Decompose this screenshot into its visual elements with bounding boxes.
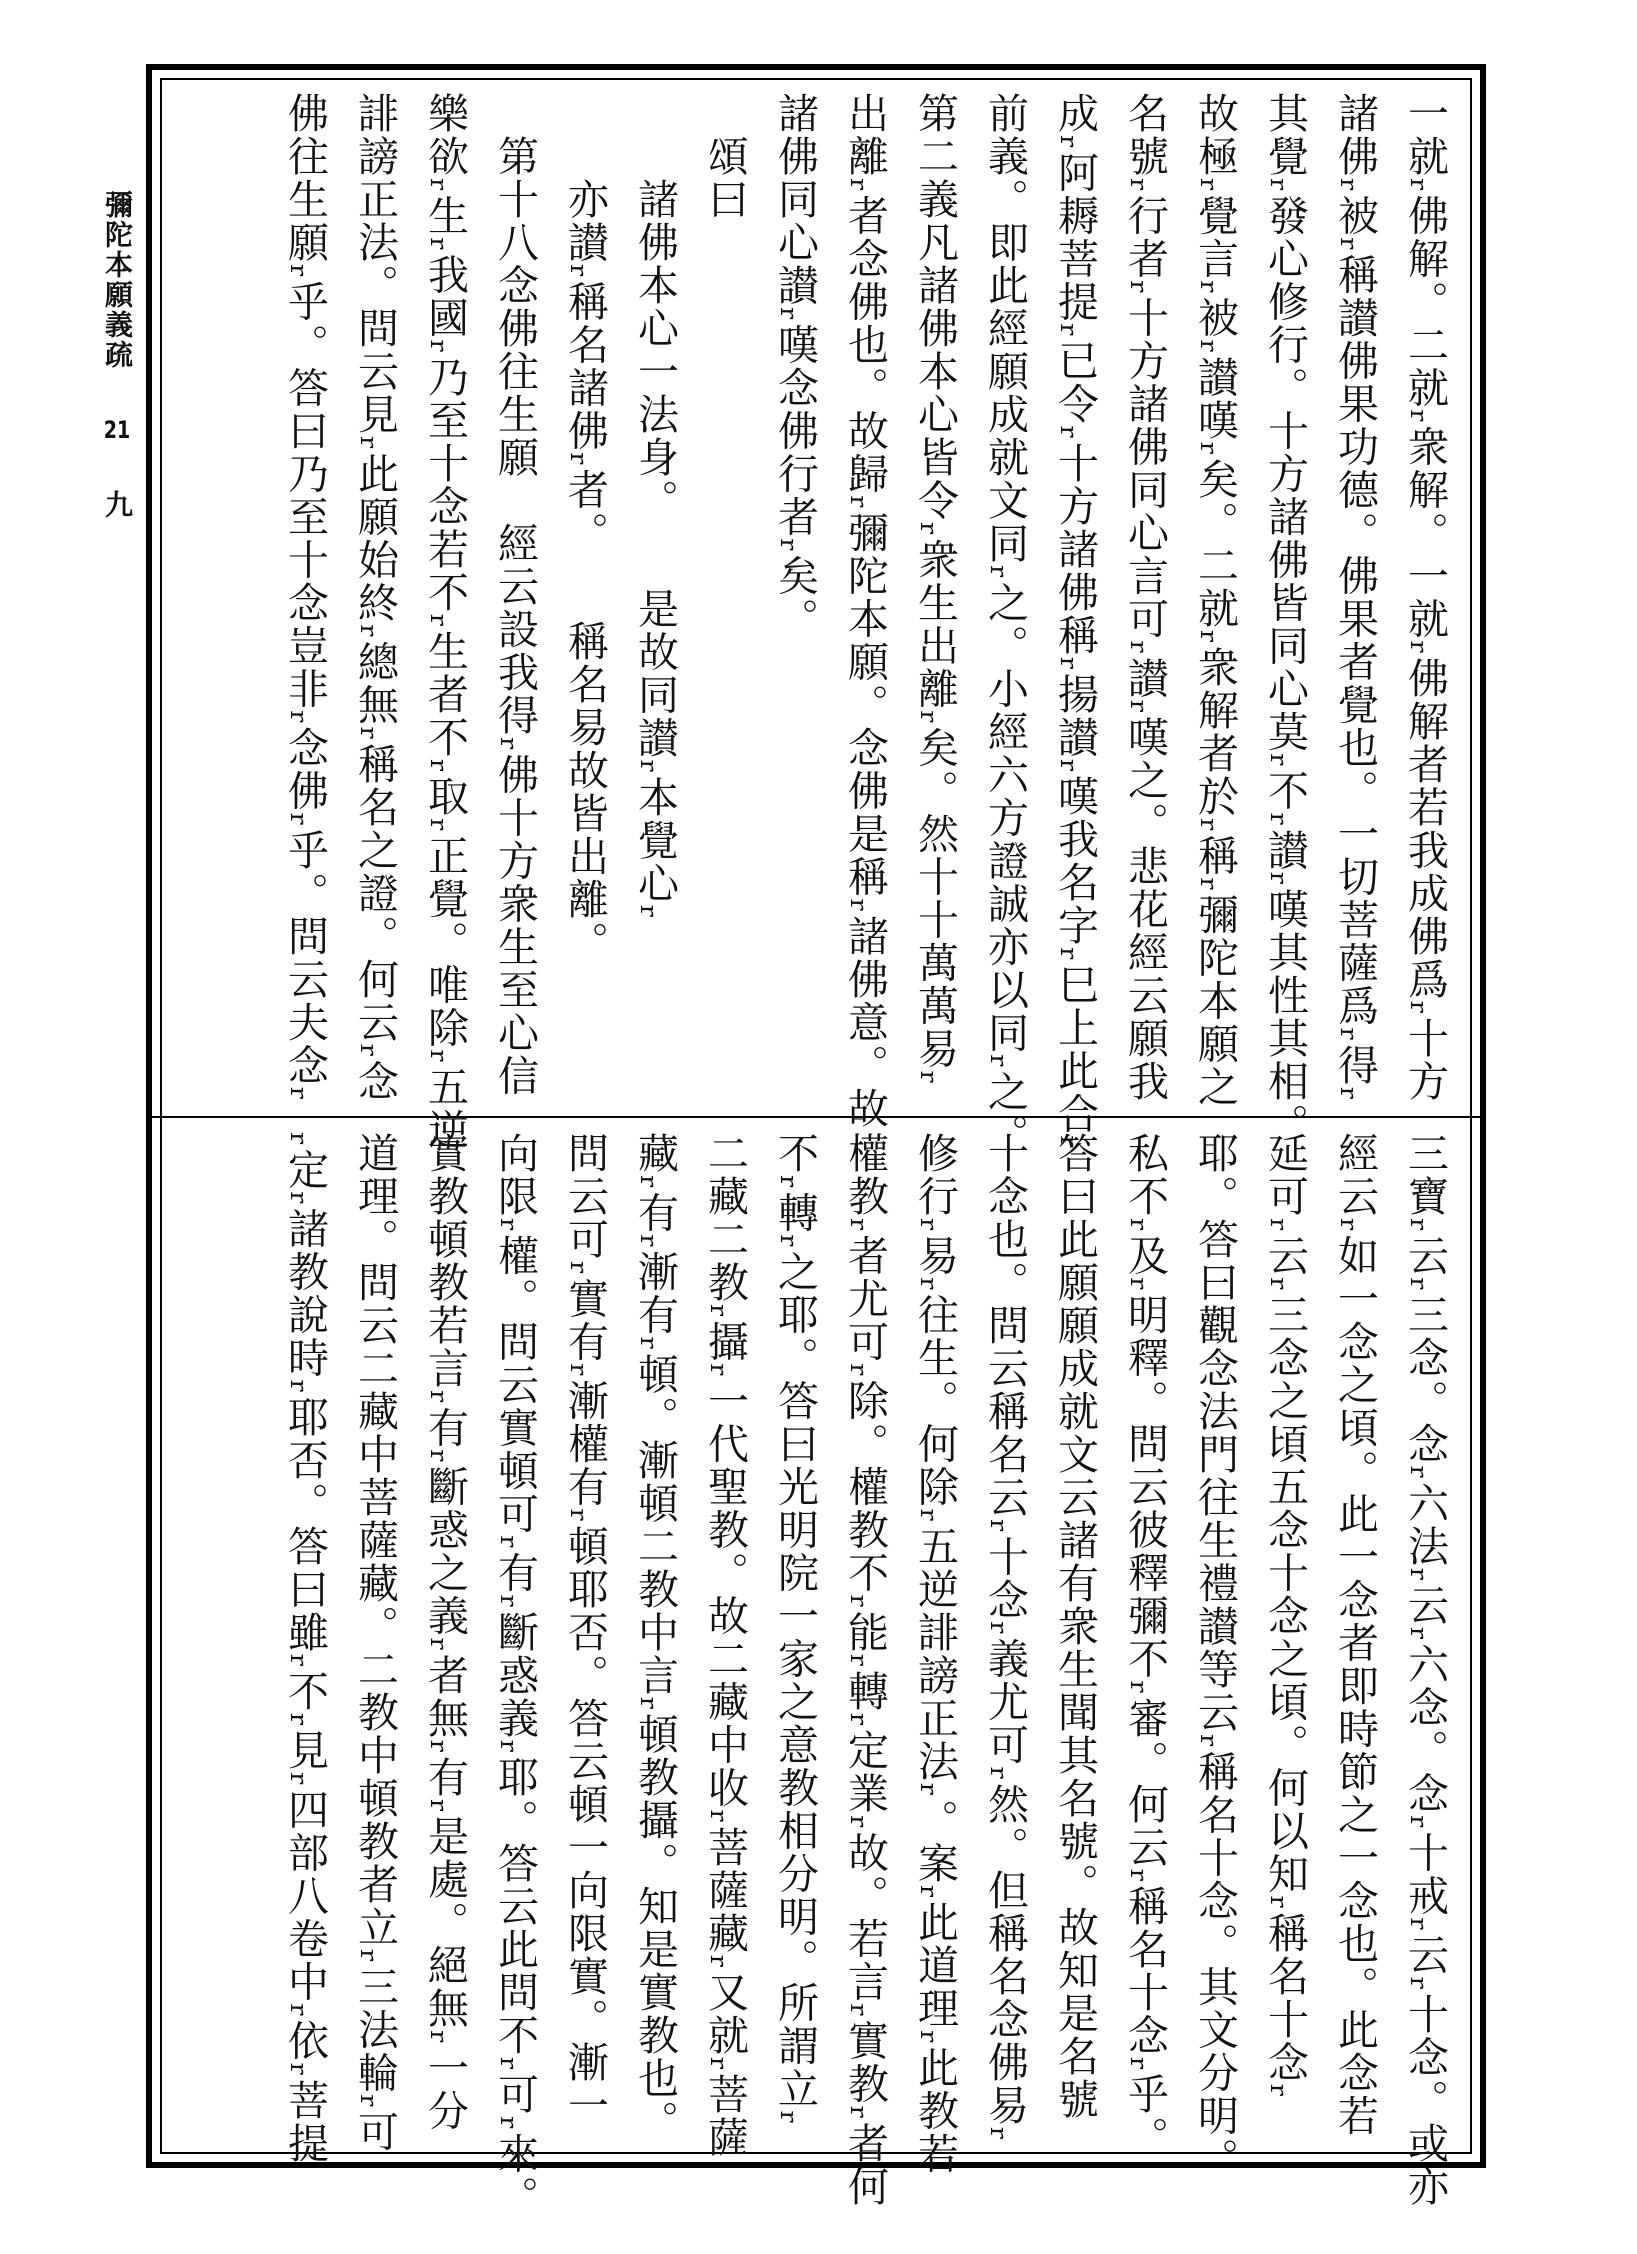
text-column: 十念也。問云稱名云ᵣ十念ᵣ義尤可ᵣ然。但稱名念佛易ᵣ xyxy=(981,1132,1029,2143)
verse-line: 諸佛本心一法身。 是故同讃ᵣ本覺心ᵣ xyxy=(631,92,679,921)
text-column: ᵣ定ᵣ諸教說時ᵣ耶否。答曰雖ᵣ不ᵣ見ᵣ四部八卷中ᵣ依ᵣ菩提 xyxy=(281,1132,329,2165)
text-column: 二藏二教ᵣ攝ᵣ一代聖教。故二藏中收ᵣ菩薩藏ᵣ又就ᵣ菩薩 xyxy=(701,1132,749,2160)
upper-register xyxy=(172,92,1460,1157)
section-heading: 第十八念佛往生願 經云設我得ᵣ佛十方衆生至心信 xyxy=(491,92,539,1098)
text-column: 一就ᵣ佛解。二就ᵣ衆解。一就ᵣ佛解者若我成佛爲ᵣ十方 xyxy=(1401,92,1449,1103)
text-column: 其覺ᵣ發心修行。十方諸佛皆同心莫ᵣ不ᵣ讃ᵣ嘆其性其相。 xyxy=(1261,92,1309,1146)
text-column: 經云ᵣ如一念之頃。此一念者即時節之一念也。此念若 xyxy=(1331,1132,1379,2138)
text-frame xyxy=(146,64,1486,2219)
text-column: 道理。問云二藏中菩薩藏。二教中頓教者立ᵣ三法輪ᵣ可 xyxy=(351,1132,399,2154)
text-column: 諸佛同心讃ᵣ嘆念佛行者ᵣ矣。 xyxy=(771,92,819,641)
text-column: 藏ᵣ有ᵣ漸有ᵣ頓。漸頓二教中言ᵣ頓教攝。知是實教也。 xyxy=(631,1132,679,2143)
book-title: 彌陀本願義疏 xyxy=(101,190,134,370)
text-column: 出離ᵣ者念佛也。故歸ᵣ彌陀本願。念佛是稱ᵣ諸佛意。故 xyxy=(841,92,889,1130)
text-column: 三寶ᵣ云ᵣ三念。念ᵣ六法ᵣ云ᵣ六念。念ᵣ十戒ᵣ云ᵣ十念。或亦 xyxy=(1401,1132,1449,2208)
text-column: 延可ᵣ云ᵣ三念之頃五念十念之頃。何以知ᵣ稱名十念ᵣ xyxy=(1261,1132,1309,2100)
text-column: 第二義凡諸佛本心皆令ᵣ衆生出離ᵣ矣。然十十萬萬易ᵣ xyxy=(911,92,959,1087)
text-column: 誹謗正法。問云見ᵣ此願始終ᵣ總無ᵣ稱名之證。何云ᵣ念 xyxy=(351,92,399,1103)
text-column: 樂欲ᵣ生ᵣ我國ᵣ乃至十念若不ᵣ生者不ᵣ取ᵣ正覺。唯除ᵣ五逆 xyxy=(421,92,469,1152)
text-column: 向限ᵣ權。問云實頓可ᵣ有ᵣ斷惑義ᵣ耶。答云此問不ᵣ可ᵣ來。 xyxy=(491,1132,539,2219)
text-column: 成ᵣ阿耨菩提ᵣ已令ᵣ十方諸佛稱ᵣ揚讃ᵣ嘆我名字ᵣ巳上此合ᵣ xyxy=(1051,92,1099,1152)
page-number: 九 xyxy=(101,490,134,520)
text-column: 佛往生願ᵣ乎。答曰乃至十念豈非ᵣ念佛ᵣ乎。問云夫念ᵣ xyxy=(281,92,329,1103)
verse-line: 亦讃ᵣ稱名諸佛ᵣ者。 稱名易故皆出離。 xyxy=(561,92,609,964)
text-column: 耶。答曰觀念法門往生禮讃等云ᵣ稱名十念。其文分明。 xyxy=(1191,1132,1239,2181)
text-column: 權教ᵣ者尤可ᵣ除。權教不ᵣ能ᵣ轉ᵣ定業ᵣ故。若言ᵣ實教ᵣ者何 xyxy=(841,1132,889,2208)
text-column: 答曰此願願成就文云諸有衆生聞其名號。故知是名號 xyxy=(1051,1132,1099,2121)
text-column: 問云可ᵣ實有ᵣ漸權有ᵣ頓耶否。答云頓一向限實。漸一 xyxy=(561,1132,609,2127)
lower-register xyxy=(172,1132,1460,2219)
text-column: 不ᵣ轉ᵣ之耶。答曰光明院一家之意教相分明。所謂立ᵣ xyxy=(771,1132,819,2127)
running-header xyxy=(95,190,137,520)
text-column: 實教頓教若言ᵣ有ᵣ斷惑之義ᵣ者無ᵣ有ᵣ是處。絕無ᵣ一分 xyxy=(421,1132,469,2133)
text-column: 修行ᵣ易ᵣ往生。何除ᵣ五逆誹謗正法ᵣ。案ᵣ此道理ᵣ此教若 xyxy=(911,1132,959,2176)
text-column: 諸佛ᵣ被ᵣ稱讃佛果功德。佛果者覺也。一切菩薩爲ᵣ得ᵣ xyxy=(1331,92,1379,1103)
text-column: 名號ᵣ行者ᵣ十方諸佛同心言可ᵣ讃ᵣ嘆之。悲花經云願我 xyxy=(1121,92,1169,1103)
text-column: 前義。即此經願成就文同ᵣ之。小經六方證誠亦以同ᵣ之。 xyxy=(981,92,1029,1157)
verse-heading: 頌曰 xyxy=(701,92,749,221)
text-column: 故極ᵣ覺言ᵣ被ᵣ讃嘆ᵣ矣。二就ᵣ衆解者於ᵣ稱ᵣ彌陀本願之 xyxy=(1191,92,1239,1109)
volume-number: 21 xyxy=(103,418,131,442)
text-column: 私不ᵣ及ᵣ明釋。問云彼釋彌不ᵣ審。何云ᵣ稱名十念ᵣ乎。 xyxy=(1121,1132,1169,2160)
